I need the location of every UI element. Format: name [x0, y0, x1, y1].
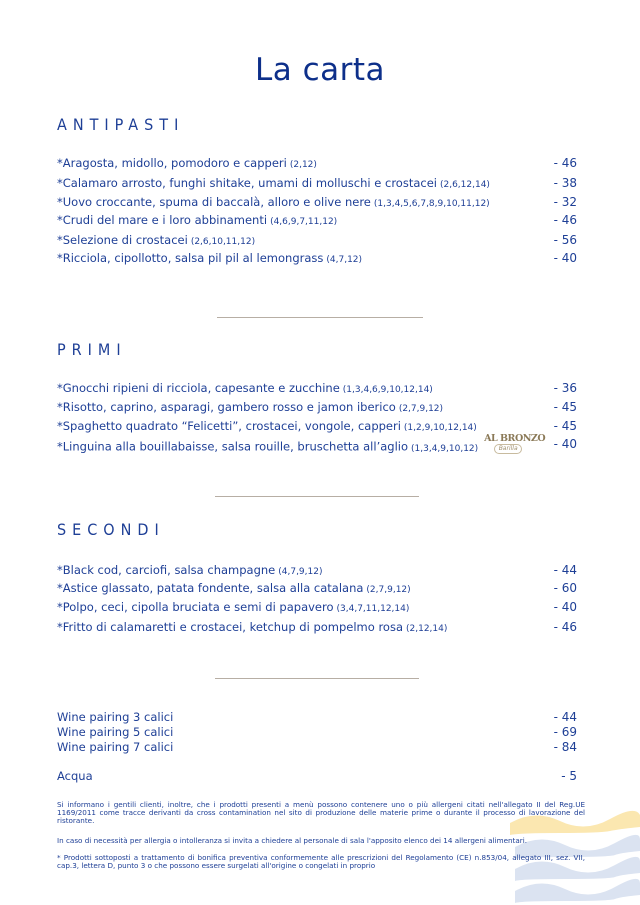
item-name: *Aragosta, midollo, pomodoro e capperi [57, 156, 287, 170]
item-name: *Risotto, caprino, asparagi, gambero rosso e jamon iberico [57, 400, 396, 414]
menu-item [57, 251, 577, 270]
page-title: La carta [254, 52, 386, 88]
wine-pairing-row [57, 725, 577, 740]
menu-item [57, 176, 577, 195]
item-allergens: (2,12) [289, 160, 317, 170]
extra-name: Wine pairing 7 calici [57, 740, 174, 754]
menu-item [57, 620, 577, 639]
water-row [57, 769, 577, 784]
allergy-request-notice: In caso di necessità per allergia o intolleranza si invita a chiedere al personale di sala l'apposito elenco dei 14 allergeni alimentari. [57, 836, 528, 845]
item-price: - 40 [553, 437, 577, 451]
extra-price: - 44 [553, 710, 577, 724]
item-name: *Selezione di crostacei [57, 233, 188, 247]
menu-item [57, 433, 577, 456]
section-divider [215, 496, 419, 497]
extra-price: - 69 [553, 725, 577, 739]
item-name: *Calamaro arrosto, funghi shitake, umami di molluschi e crostacei [57, 176, 437, 190]
item-allergens: (1,3,4,6,9,10,12,14) [342, 385, 433, 395]
item-name: *Spaghetto quadrato “Felicetti”, crostacei, vongole, capperi [57, 419, 401, 433]
item-name: *Fritto di calamaretti e crostacei, ketchup di pompelmo rosa [57, 620, 403, 634]
item-price: - 45 [553, 400, 577, 414]
wine-pairing-row [57, 710, 577, 725]
menu-item [57, 400, 577, 419]
logo-subtext: Barilla [494, 444, 522, 454]
section-title-primi: PRIMI [57, 340, 127, 359]
item-price: - 40 [553, 600, 577, 614]
item-name: *Astice glassato, patata fondente, salsa alla catalana [57, 581, 364, 595]
item-price: - 46 [553, 213, 577, 227]
menu-item [57, 213, 577, 232]
logo-text: AL BRONZO [484, 433, 546, 444]
extra-name: Wine pairing 3 calici [57, 710, 174, 724]
menu-item [57, 381, 577, 400]
item-allergens: (4,7,12) [326, 255, 363, 265]
item-allergens: (1,3,4,9,10,12) [411, 443, 479, 454]
item-price: - 36 [553, 381, 577, 395]
item-price: - 32 [553, 195, 577, 209]
item-allergens: (1,3,4,5,6,7,8,9,10,11,12) [373, 199, 490, 209]
wine-pairing-row [57, 740, 577, 755]
item-name: *Black cod, carciofi, salsa champagne [57, 563, 276, 577]
item-allergens: (2,7,9,12) [366, 585, 411, 595]
item-price: - 46 [553, 620, 577, 634]
item-name: *Polpo, ceci, cipolla bruciata e semi di papavero [57, 600, 334, 614]
item-price: - 44 [553, 563, 577, 577]
item-name: *Crudi del mare e i loro abbinamenti [57, 213, 268, 227]
item-allergens: (4,7,9,12) [278, 567, 323, 577]
item-price: - 38 [553, 176, 577, 190]
item-allergens: (1,2,9,10,12,14) [403, 423, 477, 433]
item-price: - 56 [553, 233, 577, 247]
menu-item [57, 581, 577, 600]
menu-item [57, 195, 577, 214]
item-name: *Gnocchi ripieni di ricciola, capesante e zucchine [57, 381, 340, 395]
section-title-secondi: SECONDI [57, 520, 165, 539]
allergen-notice: Si informano i gentili clienti, inoltre, che i prodotti presenti a menù possono contenere uno o più allergeni citati nell'allegato II del Reg.UE 1169/2011 come tracce derivanti da cross contamination nel sito di produzione delle materie prime o durante il processo di lavorazione del ristorante. [57, 800, 585, 825]
item-name: *Ricciola, cipollotto, salsa pil pil al lemongrass [57, 251, 324, 265]
treatment-notice: * Prodotti sottoposti a trattamento di bonifica preventiva conformemente alle prescrizioni del Regolamento (CE) n.853/04, allegato III, sez. VII, cap.3, lettera D, punto 3 o che possono essere surgelati all'origine o congelati in proprio [57, 853, 585, 870]
item-price: - 46 [553, 156, 577, 170]
item-price: - 40 [553, 251, 577, 265]
item-allergens: (2,6,12,14) [439, 180, 490, 190]
al-bronzo-barilla-logo [484, 433, 546, 454]
menu-item [57, 156, 577, 175]
item-allergens: (3,4,7,11,12,14) [336, 604, 410, 614]
item-price: - 45 [553, 419, 577, 433]
section-title-antipasti: ANTIPASTI [57, 115, 185, 134]
item-name: *Linguina alla bouillabaisse, salsa rouille, bruschetta all’aglio [57, 439, 409, 454]
item-name: *Uovo croccante, spuma di baccalà, alloro e olive nere [57, 195, 371, 209]
item-allergens: (4,6,9,7,11,12) [270, 217, 338, 227]
extra-name: Acqua [57, 769, 93, 783]
extra-price: - 84 [553, 740, 577, 754]
extra-name: Wine pairing 5 calici [57, 725, 174, 739]
menu-item [57, 563, 577, 582]
menu-item [57, 600, 577, 619]
section-divider [215, 678, 419, 679]
section-divider [217, 317, 423, 318]
extra-price: - 5 [561, 769, 577, 783]
item-allergens: (2,7,9,12) [398, 404, 444, 414]
item-price: - 60 [553, 581, 577, 595]
item-allergens: (2,6,10,11,12) [190, 237, 256, 247]
menu-item [57, 233, 577, 252]
item-allergens: (2,12,14) [406, 624, 448, 634]
